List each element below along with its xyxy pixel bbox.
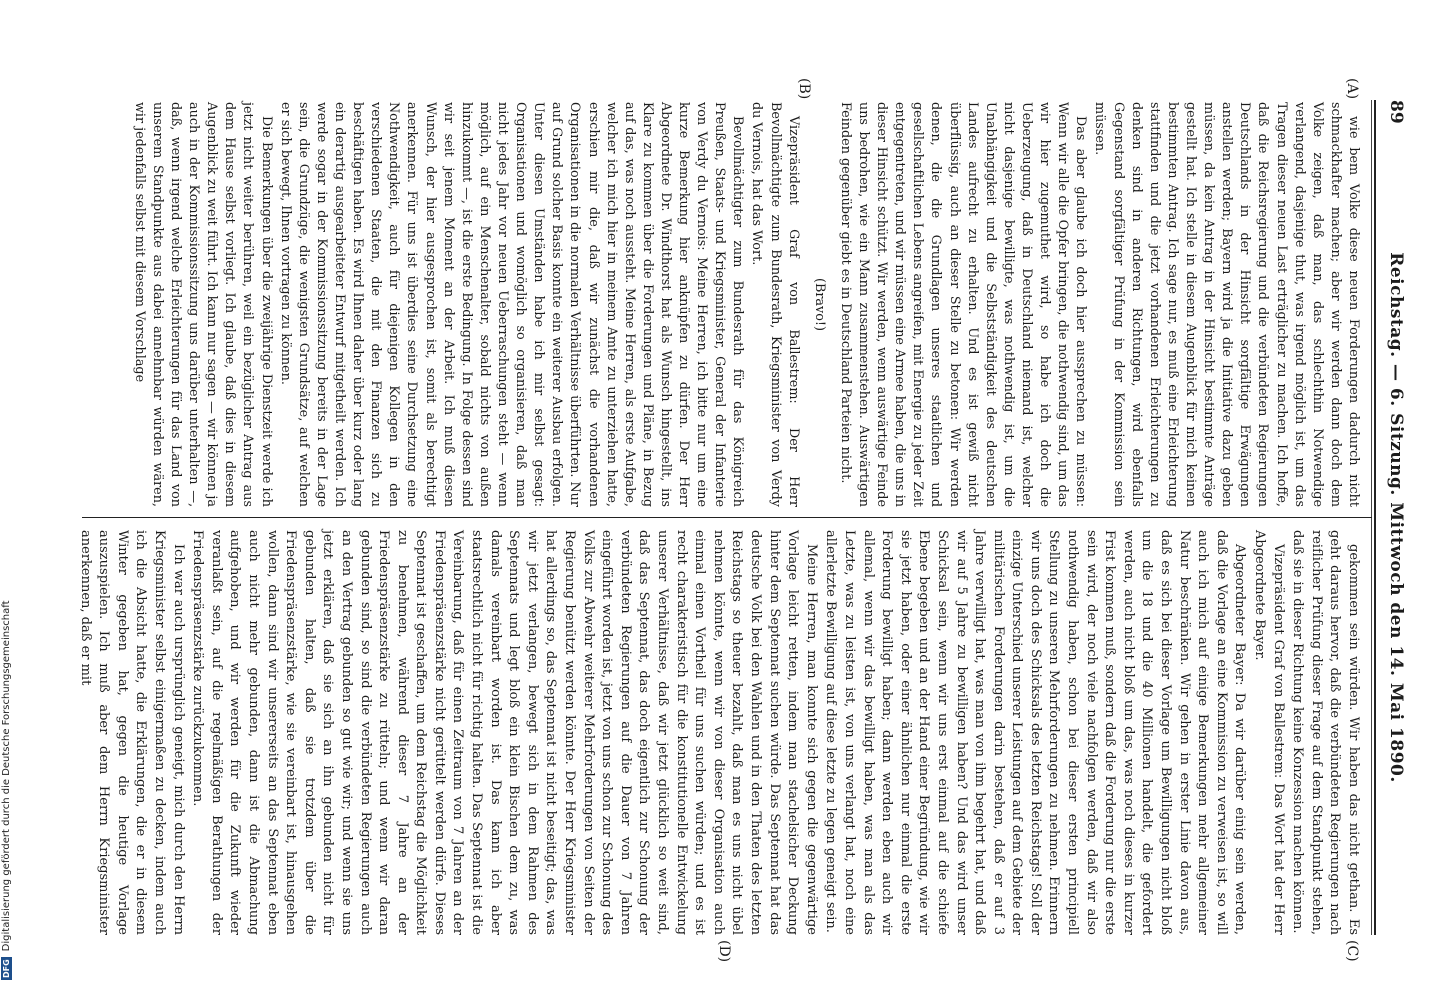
page-number: 89: [1386, 100, 1406, 124]
margin-mark-a: (A): [1344, 78, 1360, 100]
dfg-logo: DFG: [2, 959, 11, 978]
paragraph: Bevollmächtigter zum Bundesrath für das Königreich Preußen, Staats- und Kriegsminister, General der Infanterie von Verdy du Vernois: Meine Herren, ich bitte nur um eine kurze Bemerkung hier anknüpfen zu dürfen. Der Herr Abgeordnete Dr. Windthorst hat als Wunsch hingestellt, ins Klare zu kommen über die Forderungen und Pläne, in Bezug auf das, was noch aussteht. Meine Herren, als erste Aufgabe, welcher ich mich hier in meinem Amte zu unterziehen hatte, erschien mir die, daß wir zunächst die vorhandenen Organisationen in die normalen Verhältnisse überführten. Nur auf Grund solcher Basis konnte ein weiterer Ausbau erfolgen. Unter diesen Umständen habe ich mir selbst gesagt: Organisationen und womöglich so organisieren, daß man nicht jedes Jahr vor neuen Ueberraschungen steht — wenn möglich, auf ein Menschenalter, sobald nichts von außen hinzukommt —, ist die erste Bedingung. In Folge dessen sind wir seit jenem Moment an der Arbeit. Ich muß diesen Wunsch, der hier ausgesprochen ist, somit als berechtigt anerkennen. Für uns ist überdies seine Durchsetzung eine Nothwendigkeit, auch für diejenigen Kollegen in den verschiedenen Staaten, die mit den Finanzen sich zu beschäftigen haben. Es wird Ihnen daher über kurz oder lang ein derartig ausgearbeiteter Entwurf mitgetheilt werden. Ich werde sogar in der Kommissionssitzung bereits in der Lage sein, die Grundzüge, die wenigsten Grundsätze, auf welchen er sich bewegt, Ihnen vortragen zu können.: [277, 102, 746, 507]
paragraph: Ich war auch ursprünglich geneigt, mich durch den Herrn Kriegsminister selbst einigermaßen zu decken, indem auch ich die Absicht hatte, die Erklärungen, die er in diesem Winter gegeben hat, gegen die heutige Vorlage auszuspielen. Ich muß aber dem Herrn Kriegsminister anerkennen, daß er mit: [77, 530, 186, 935]
paragraph: Vizepräsident Graf von Ballestrem: Der Herr Bevollmächtigte zum Bundesrath, Kriegsminister von Verdy du Vernois, hat das Wort.: [749, 102, 801, 507]
paragraph: Abgeordneter Bayer: Da wir darüber einig sein werden, daß die Vorlage an eine Kommission zu verweisen ist, so will auch ich mich auf einige Bemerkungen mehr allgemeiner Natur beschränken. Wir gehen in erster Linie davon aus, daß es sich bei dieser Vorlage um Bewilligungen nicht bloß um die 18 und die 40 Millionen handelt, die gefordert werden, auch nicht bloß um das, was noch dieses in kurzer Frist kommen muß, sondern daß die Forderung nur die erste sein wird, der noch viele nachfolgen werden, daß wir also nothwendig haben, schon bei dieser ersten principiell Stellung zu unseren Mehrforderungen zu nehmen. Erinnern wir uns doch des Schicksals des letzten Reichstags! Soll der einzige Unterschied unserer Leistungen auf dem Gebiete der militärischen Forderungen darin bestehen, daß er auf 3 Jahre verwilligt hat, was man von ihm begehrt hat, und daß wir auf 5 Jahre zu bewilligen haben? Und das wird unser Schicksal sein, wenn wir uns erst einmal auf die schiefe Ebene begeben und an der Hand einer Begründung, wie wir sie jetzt haben, oder einer ähnlichen nur einmal die erste Forderung bewilligt haben; dann werden eben auch wir allemal, wenn wir das bewilligt haben, was man als das Letzte, was zu leisten ist, von uns verlangt hat, noch eine allerletzte Bewilligung auf diese letzte zu legen geneigt sein.: [823, 530, 1248, 935]
paragraph: wie bem Volke diese neuen Forderungen dadurch nicht schmackhafter machen; aber wir werden dann doch dem Volke zeigen, daß man, das schlechthin Notwendige verlangend, dasjenige thut, was irgend möglich ist, um das Tragen dieser neuen Last erträglicher zu machen. Ich hoffe, daß die Reichsregierung und die verbündeten Regierungen Deutschlands in der Hinsicht sorgfältige Erwägungen anstellen werden; Bayern wird ja die Initiative dazu geben müssen, da kein Antrag in der Hinsicht bestimmte Anträge gestellt hat. Ich stelle in diesem Augenblick für mich keinen bestimmten Antrag. Ich sage nur, es muß eine Erleichterung stattfinden und die jetzt vorhandenen Erleichterungen zu denken sind in anderen Richtungen, wird ebenfalls Gegenstand sorgfältiger Prüfung in der Kommission sein müssen.: [1092, 102, 1361, 507]
header-rule: [1374, 100, 1376, 935]
margin-mark-d: (D): [716, 940, 732, 963]
bravo-note: (Bravo!): [811, 277, 827, 332]
right-column: [74, 530, 1362, 935]
digitization-credit: [0, 0, 14, 1000]
digitization-sidebar: [0, 0, 14, 1000]
column-separator: [82, 517, 1372, 518]
paragraph: gekommen sein würden. Wir haben das nicht gethan. Es geht daraus hervor, daß die verbündeten Regierungen nach reiflicher Prüfung dieser Frage auf dem Standpunkt stehen, daß sie in dieser Richtung keine Konzession machen können.: [1290, 530, 1361, 935]
paragraph: Das aber glaube ich doch hier aussprechen zu müssen: Wenn wir alle die Opfer bringen, die nothwendig sind, um das wir hier zugemuthet wird, so habe ich doch die Ueberzeugung, daß in Deutschland niemand ist, welcher nicht dasjenige bewilligte, was nothwendig ist, um die Unabhängigkeit und die Selbstständigkeit des deutschen Landes aufrecht zu erhalten. Und es ist gewiß nicht überflüssig, auch an dieser Stelle zu betonen: Wir werden denen, die die Grundlagen unseres staatlichen und gesellschaftlichen Lebens angreifen, mit Energie zu jeder Zeit entgegentreten, und wir müssen eine Armee haben, die uns in dieser Hinsicht schützt. Wir werden, wenn auswärtige Feinde uns bedrohen, wie ein Mann zusammenstehen. Auswärtigen Feinden gegenüber giebt es in Deutschland Parteien nicht.: [837, 102, 1089, 507]
paragraph: Meine Herren, man konnte sich gegen die gegenwärtige Vorlage leicht retten, indem man stachelsicher Deckung hinter dem Septennat suchen würde. Das Septennat hat das deutsche Volk bei den Wahlen und in den Thaten des letzten Reichstags so theuer bezahlt, daß man es uns nicht übel nehmen könnte, wenn wir von dieser Organisation auch einmal einen Vortheil für uns suchen würden; und es ist recht charakteristisch für die konstitutionelle Entwickelung unserer Verhältnisse, daß wir jetzt glücklich so weit sind, daß das Septennat, das doch eigentlich zur Schonung der verbündeten Regierungen auf die Dauer von 7 Jahren eingeführt worden ist, jetzt von uns schon zur Schonung des Volks zur Abwehr weiterer Mehrforderungen von Seiten der Regierung benützt werden könnte. Der Herr Kriegsminister hat allerdings so, das Septennat ist nicht beseitigt; das, was wir jetzt verlangen, bewegt sich in dem Rahmen des Septennats und legt bloß ein klein Bischen dem zu, was damals vereinbart worden ist. Das kann ich aber staatsrechtlich nicht für richtig halten. Das Septennat ist die Vereinbarung, daß für einen Zeitraum von 7 Jahren an der Friedenspräsenzstärke nicht gerüttelt werden dürfe. Dieses Septennat ist geschaffen, um dem Reichstag die Möglichkeit zu benehmen, während dieser 7 Jahre an der Friedenspräsenzstärke zu rütteln; und wenn wir daran gebunden sind, so sind die verbündeten Regierungen auch an den Vertrag gebunden so gut wie wir; und wenn sie uns jetzt erklären, daß sie sich an ihn gebunden nicht für gebunden halten, daß sie trotzdem über die Friedenspräsenzstärke, wie sie vereinbart ist, hinausgehen wollen, dann sind wir unsererseits an das Septennat eben auch nicht mehr gebunden, dann ist die Abmachung aufgehoben, und wir werden für die Zukunft wieder veranlaßt sein, auf die regelmäßigen Berathungen der Friedenspräsenzstärke zurückzukommen.: [190, 530, 819, 935]
credit-text: Digitalisierung gefördert durch die Deutsche Forschungsgemeinschaft: [1, 600, 12, 952]
paragraph: Vizepräsident Graf von Ballestrem: Das Wort hat der Herr Abgeordnete Bayer.: [1252, 530, 1286, 935]
paragraph: Die Bemerkungen über die zweijährige Dienstzeit werde ich jetzt nicht weiter berühren, weil ein bezüglicher Antrag aus dem Hause selbst vorliegt. Ich glaube, daß dies in diesem Augenblick zu weit führt. Ich kann nur sagen — wir können ja auch in der Kommissionssitzung uns darüber unterhalten —, daß, wenn irgend welche Erleichterungen für das Land von unserem Standpunkte aus dabei annehmbar würden wären, wir jedenfalls selbst mit diesem Vorschlage: [131, 102, 274, 507]
margin-mark-b: (B): [796, 78, 812, 100]
page-header: [1380, 100, 1410, 935]
margin-mark-c: (C): [1344, 940, 1360, 962]
running-title: Reichstag. — 6. Sitzung. Mittwoch den 14. Mai 1890.: [1386, 252, 1406, 783]
left-column: [129, 102, 1362, 507]
